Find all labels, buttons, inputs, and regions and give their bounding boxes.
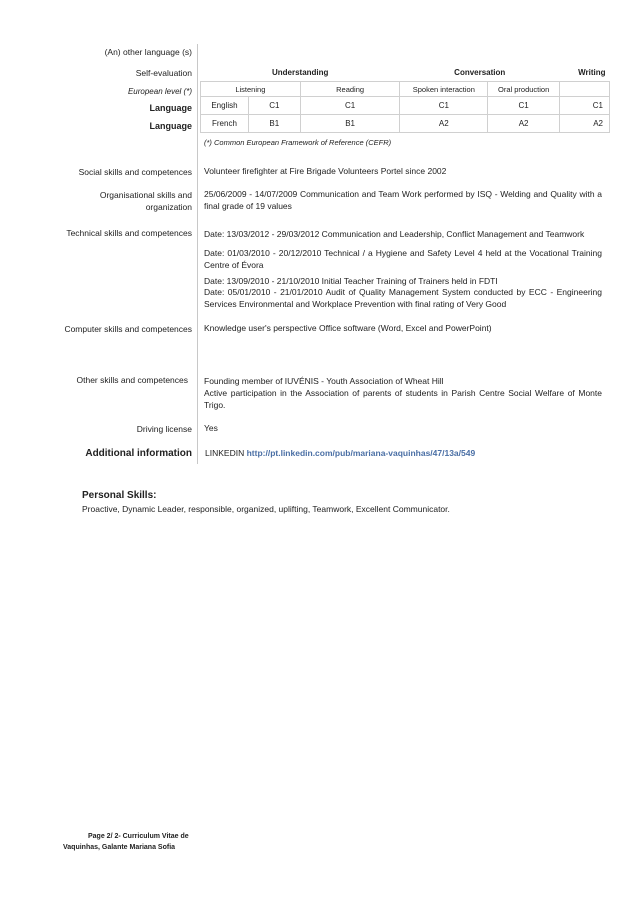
reading-subheader: Reading (300, 82, 400, 97)
conversation-header: Conversation (400, 64, 560, 82)
computer-skills-text: Knowledge user's perspective Office software (Word, Excel and PowerPoint) (204, 323, 492, 333)
organisational-skills-label-1: Organisational skills and (99, 190, 192, 200)
listening-subheader: Listening (201, 82, 301, 97)
other-skills-line-2: Active participation in the Association of parents of students in Parish Centre Social Welfare of Monte Trigo. (204, 388, 602, 410)
driving-license-label: Driving license (136, 424, 192, 434)
technical-skills-label: Technical skills and competences (66, 228, 192, 238)
spoken-level: C1 (400, 97, 488, 115)
social-skills-text: Volunteer firefighter at Fire Brigade Volunteers Portel since 2002 (204, 166, 447, 176)
self-evaluation-label: Self-evaluation (135, 68, 192, 78)
language-label-2: Language (149, 121, 192, 131)
technical-item: Date: 05/01/2010 - 21/01/2010 Audit of Quality Management System conducted by ECC - Engineering Services Environmental and Workplace Prevention with final rating of Very Good (204, 287, 602, 309)
listening-level: C1 (248, 97, 300, 115)
social-skills-label: Social skills and competences (78, 167, 192, 177)
language-name: French (201, 115, 249, 133)
language-label-1: Language (149, 103, 192, 113)
reading-level: B1 (300, 115, 400, 133)
organisational-skills-label-2: organization (145, 202, 192, 212)
spoken-interaction-subheader: Spoken interaction (400, 82, 488, 97)
oral-level: A2 (488, 115, 560, 133)
cefr-note: (*) Common European Framework of Reference (CEFR) (204, 138, 392, 147)
language-table (200, 64, 610, 133)
reading-level: C1 (300, 97, 400, 115)
listening-level: B1 (248, 115, 300, 133)
understanding-header: Understanding (201, 64, 400, 82)
other-skills-line-1: Founding member of IUVÉNIS - Youth Association of Wheat Hill (204, 376, 444, 386)
oral-production-subheader: Oral production (488, 82, 560, 97)
european-level-label: European level (*) (127, 87, 192, 96)
technical-item: Date: 13/03/2012 - 29/03/2012 Communication and Leadership, Conflict Management and Teamwork (204, 229, 585, 239)
other-skills-label: Other skills and competences (76, 375, 188, 385)
other-language-label: (An) other language (s) (104, 47, 192, 57)
linkedin-link[interactable]: http://pt.linkedin.com/pub/mariana-vaquinhas/47/13a/549 (246, 448, 476, 458)
linkedin-prefix: LINKEDIN (205, 448, 245, 458)
oral-level: C1 (488, 97, 560, 115)
writing-level: A2 (560, 115, 610, 133)
organisational-skills-text: 25/06/2009 - 14/07/2009 Communication and Team Work performed by ISQ - Welding and Quality with a final grade of 19 values (204, 189, 602, 211)
footer-line-2: Vaquinhas, Galante Mariana Sofia (63, 844, 176, 851)
technical-item: Date: 13/09/2010 - 21/10/2010 Initial Teacher Training of Trainers held in FDTI (204, 276, 498, 286)
technical-item: Date: 01/03/2010 - 20/12/2010 Technical / a Hygiene and Safety Level 4 held at the Vocational Training Centre of Évora (204, 248, 602, 270)
personal-skills-title: Personal Skills: (82, 490, 157, 501)
additional-information-text (205, 448, 475, 458)
additional-information-label: Additional information (85, 448, 192, 459)
column-divider (197, 44, 198, 464)
spoken-level: A2 (400, 115, 488, 133)
writing-header: Writing (560, 64, 610, 82)
computer-skills-label: Computer skills and competences (64, 324, 192, 334)
driving-license-value: Yes (204, 423, 218, 433)
language-name: English (201, 97, 249, 115)
personal-skills-text: Proactive, Dynamic Leader, responsible, organized, uplifting, Teamwork, Excellent Communicator. (82, 504, 450, 514)
footer-line-1: Page 2/ 2- Curriculum Vitae de (88, 833, 189, 840)
writing-level: C1 (560, 97, 610, 115)
